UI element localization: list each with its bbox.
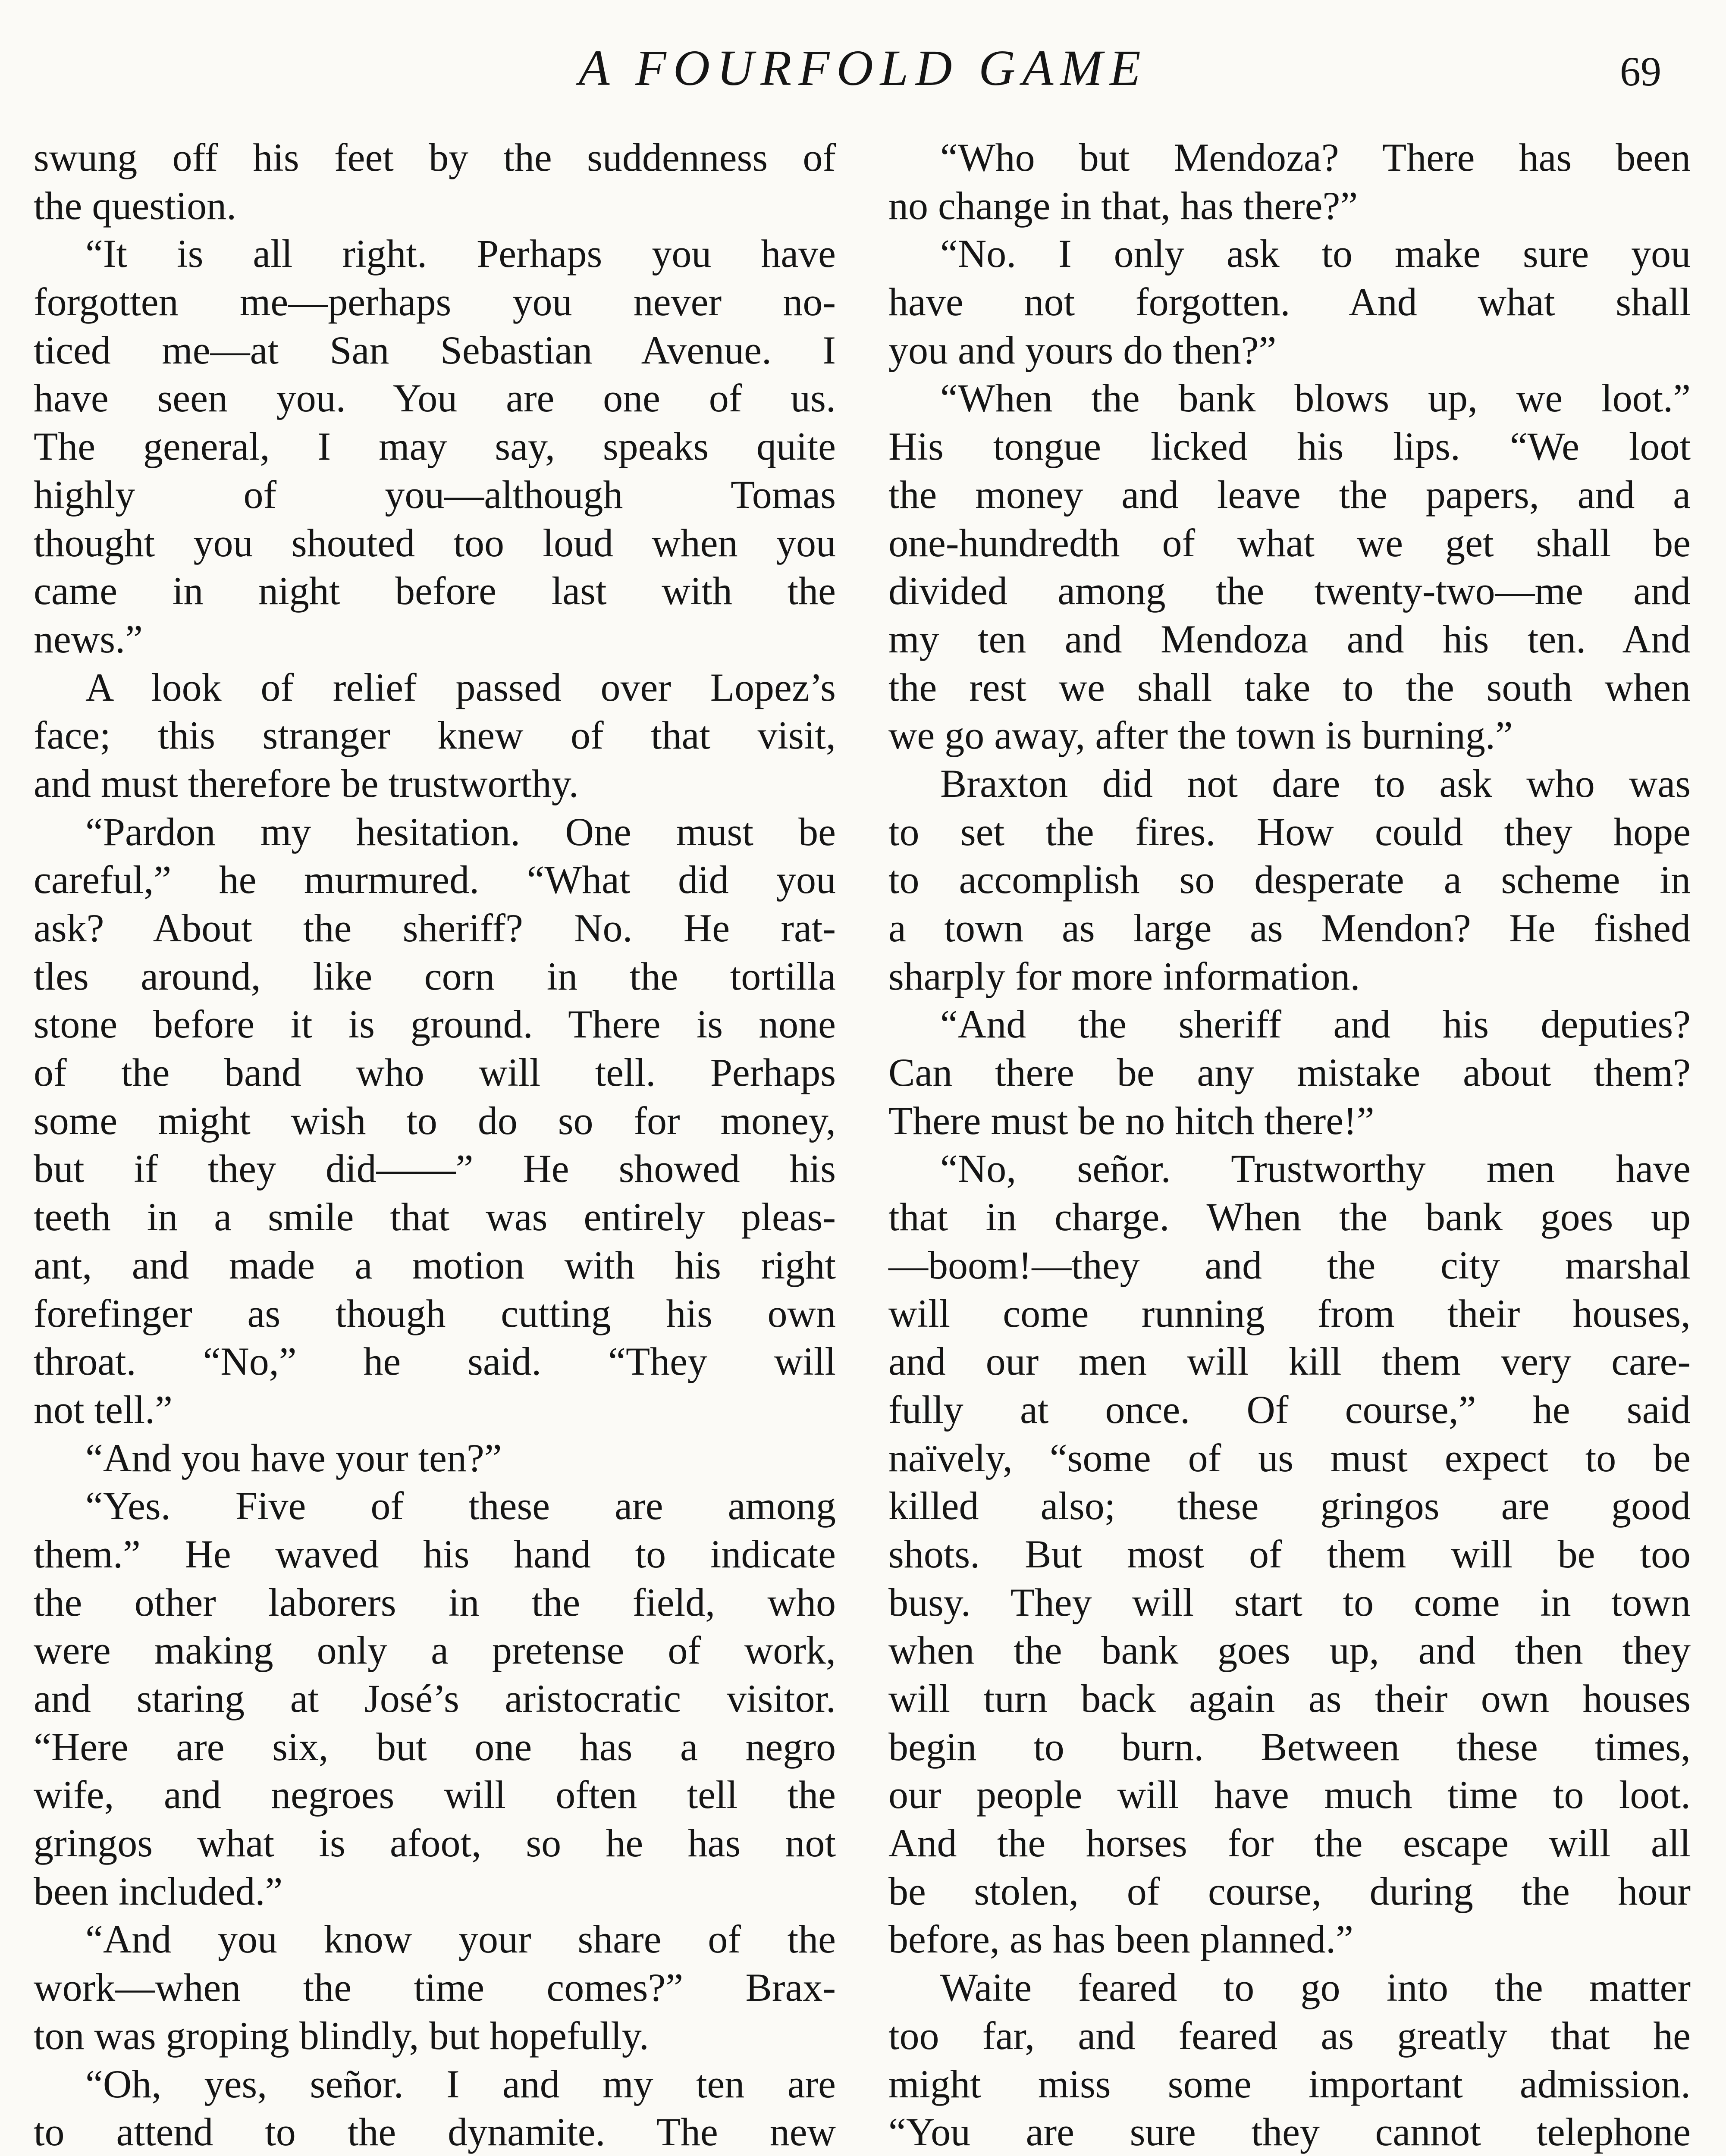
text-line: too far, and feared as greatly that he bbox=[888, 2013, 1691, 2058]
text-line: have seen you. You are one of us. bbox=[34, 376, 836, 420]
text-line: fully at once. Of course,” he said bbox=[888, 1387, 1691, 1432]
text-line: been included.” bbox=[34, 1869, 283, 1913]
text-line: some might wish to do so for money, bbox=[34, 1098, 836, 1143]
text-line: ask? About the sheriff? No. He rat- bbox=[34, 906, 836, 950]
text-line: “Oh, yes, señor. I and my ten are bbox=[85, 2062, 836, 2106]
text-line: gringos what is afoot, so he has not bbox=[34, 1821, 836, 1865]
text-line: the money and leave the papers, and a bbox=[888, 472, 1691, 517]
text-line: sharply for more information. bbox=[888, 954, 1360, 998]
text-line: tles around, like corn in the tortilla bbox=[34, 954, 836, 998]
text-line: “Who but Mendoza? There has been bbox=[940, 135, 1691, 179]
text-line: of the band who will tell. Perhaps bbox=[34, 1050, 836, 1095]
text-line: you and yours do then?” bbox=[888, 328, 1277, 372]
text-line: be stolen, of course, during the hour bbox=[888, 1869, 1691, 1913]
text-line: forefinger as though cutting his own bbox=[34, 1291, 836, 1335]
text-line: them.” He waved his hand to indicate bbox=[34, 1532, 836, 1576]
text-line: begin to burn. Between these times, bbox=[888, 1724, 1691, 1769]
text-line: a town as large as Mendon? He fished bbox=[888, 906, 1691, 950]
text-line: and staring at José’s aristocratic visitor. bbox=[34, 1677, 836, 1720]
text-line: might miss some important admission. bbox=[888, 2062, 1691, 2106]
text-line: we go away, after the town is burning.” bbox=[888, 713, 1513, 758]
text-line: —boom!—they and the city marshal bbox=[888, 1243, 1691, 1287]
text-line: not tell.” bbox=[34, 1387, 173, 1432]
text-line: to attend to the dynamite. The new bbox=[34, 2110, 836, 2154]
text-line: “And the sheriff and his deputies? bbox=[940, 1002, 1691, 1047]
text-line: Braxton did not dare to ask who was bbox=[940, 761, 1691, 805]
text-line: “And you know your share of the bbox=[85, 1917, 836, 1962]
left-text-column bbox=[34, 134, 836, 2156]
text-line: “And you have your ten?” bbox=[85, 1435, 502, 1480]
text-line: the question. bbox=[34, 183, 237, 228]
text-line: Waite feared to go into the matter bbox=[940, 1965, 1691, 2010]
text-line: “No, señor. Trustworthy men have bbox=[940, 1147, 1691, 1191]
text-line: His tongue licked his lips. “We loot bbox=[888, 424, 1691, 469]
text-line: wife, and negroes will often tell the bbox=[34, 1773, 836, 1817]
text-line: thought you shouted too loud when you bbox=[34, 520, 836, 565]
text-line: will turn back again as their own houses bbox=[888, 1677, 1691, 1720]
text-line: the other laborers in the field, who bbox=[34, 1580, 836, 1624]
text-line: the rest we shall take to the south when bbox=[888, 665, 1691, 709]
text-line: highly of you—although Tomas bbox=[34, 472, 836, 517]
text-line: to set the fires. How could they hope bbox=[888, 809, 1691, 854]
text-line: no change in that, has there?” bbox=[888, 183, 1358, 228]
text-line: came in night before last with the bbox=[34, 569, 836, 613]
text-line: “Pardon my hesitation. One must be bbox=[85, 809, 836, 854]
text-line: “It is all right. Perhaps you have bbox=[85, 232, 836, 276]
text-line: have not forgotten. And what shall bbox=[888, 280, 1691, 324]
text-line: before, as has been planned.” bbox=[888, 1917, 1353, 1962]
text-line: and our men will kill them very care- bbox=[888, 1339, 1691, 1384]
text-line: busy. They will start to come in town bbox=[888, 1580, 1691, 1624]
text-line: throat. “No,” he said. “They will bbox=[34, 1339, 836, 1384]
text-line: Can there be any mistake about them? bbox=[888, 1050, 1691, 1095]
text-line: naïvely, “some of us must expect to be bbox=[888, 1435, 1691, 1480]
text-line: “When the bank blows up, we loot.” bbox=[940, 376, 1691, 420]
text-line: that in charge. When the bank goes up bbox=[888, 1195, 1691, 1239]
text-line: work—when the time comes?” Brax- bbox=[34, 1965, 836, 2010]
text-line: ticed me—at San Sebastian Avenue. I bbox=[34, 328, 836, 372]
text-line: careful,” he murmured. “What did you bbox=[34, 858, 836, 902]
page-number: 69 bbox=[1620, 48, 1661, 94]
text-line: “No. I only ask to make sure you bbox=[940, 232, 1691, 276]
text-line: swung off his feet by the suddenness of bbox=[34, 135, 836, 179]
text-line: and must therefore be trustworthy. bbox=[34, 761, 579, 805]
text-line: A look of relief passed over Lopez’s bbox=[85, 665, 836, 709]
text-line: news.” bbox=[34, 617, 143, 661]
text-line: forgotten me—perhaps you never no- bbox=[34, 280, 836, 324]
text-line: my ten and Mendoza and his ten. And bbox=[888, 617, 1691, 661]
text-line: face; this stranger knew of that visit, bbox=[34, 713, 836, 758]
right-text-column bbox=[888, 134, 1691, 2156]
text-line: shots. But most of them will be too bbox=[888, 1532, 1691, 1576]
text-line: teeth in a smile that was entirely pleas- bbox=[34, 1195, 836, 1239]
text-line: “Yes. Five of these are among bbox=[85, 1484, 836, 1528]
text-line: will come running from their houses, bbox=[888, 1291, 1691, 1335]
text-line: our people will have much time to loot. bbox=[888, 1773, 1691, 1817]
text-line: “Here are six, but one has a negro bbox=[34, 1724, 836, 1769]
text-line: to accomplish so desperate a scheme in bbox=[888, 858, 1691, 902]
text-line: but if they did——” He showed his bbox=[34, 1147, 836, 1191]
text-line: ton was groping blindly, but hopefully. bbox=[34, 2013, 649, 2058]
text-line: There must be no hitch there!” bbox=[888, 1098, 1375, 1143]
text-line: killed also; these gringos are good bbox=[888, 1484, 1691, 1528]
text-line: one-hundredth of what we get shall be bbox=[888, 520, 1691, 565]
text-line: divided among the twenty-two—me and bbox=[888, 569, 1691, 613]
text-line: “You are sure they cannot telephone bbox=[888, 2110, 1691, 2154]
text-line: ant, and made a motion with his right bbox=[34, 1243, 836, 1287]
text-line: And the horses for the escape will all bbox=[888, 1821, 1691, 1865]
running-head-title: A FOURFOLD GAME bbox=[578, 40, 1148, 96]
text-line: when the bank goes up, and then they bbox=[888, 1628, 1691, 1673]
text-line: were making only a pretense of work, bbox=[34, 1628, 836, 1673]
text-line: stone before it is ground. There is none bbox=[34, 1002, 836, 1047]
text-line: The general, I may say, speaks quite bbox=[34, 424, 836, 469]
